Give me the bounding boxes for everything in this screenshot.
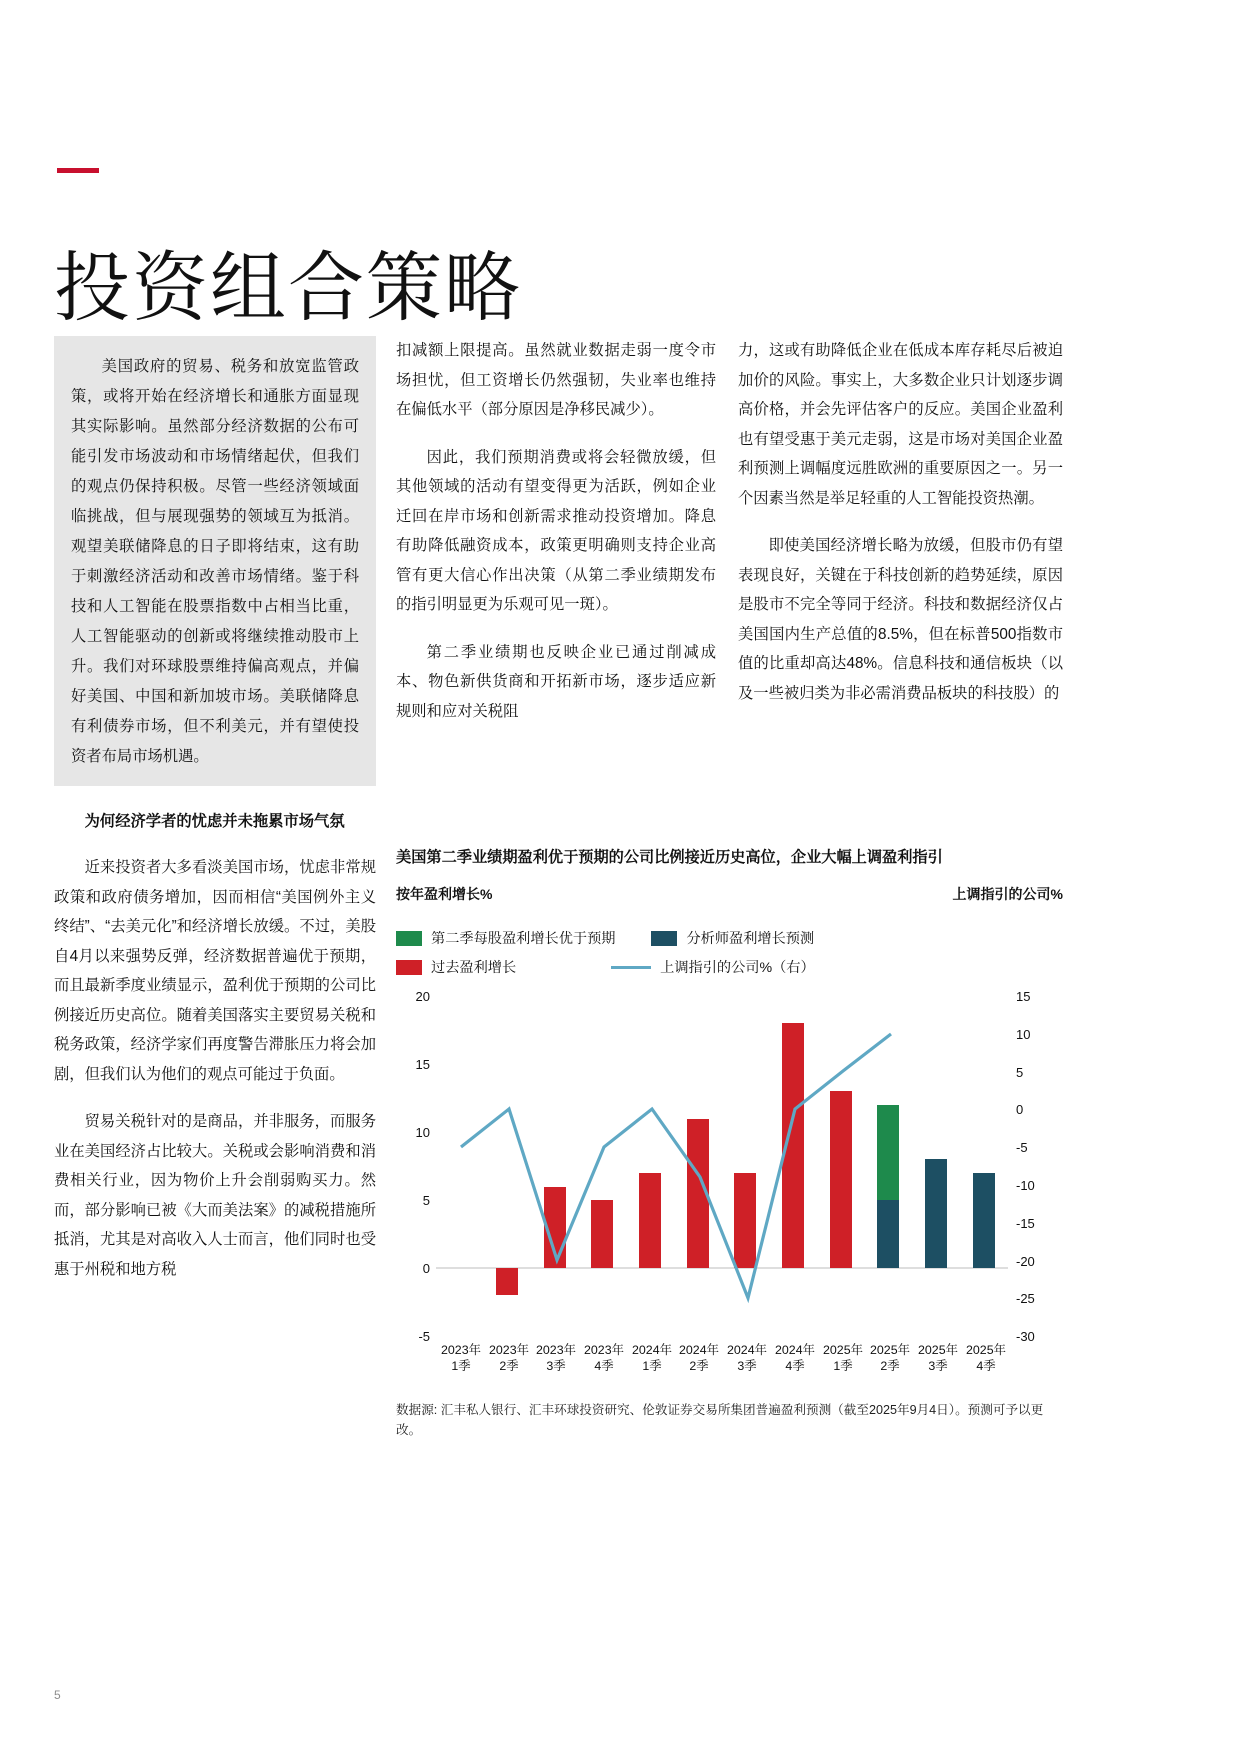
bar-2025q3 <box>925 1159 947 1268</box>
legend-item-0 <box>396 928 615 948</box>
chart-title: 美国第二季业绩期盈利优于预期的公司比例接近历史高位，企业大幅上调盈利指引 <box>396 849 943 866</box>
svg-text:20: 20 <box>415 989 430 1004</box>
legend-label-3: 上调指引的公司%（右） <box>660 960 815 976</box>
section-subheading: 为何经济学者的忧虑并未拖累市场气氛 <box>84 813 345 830</box>
legend-item-3 <box>611 957 815 977</box>
bar-2024q1 <box>639 1173 661 1268</box>
legend-swatch-darkblue <box>651 931 677 946</box>
bar-2025q1 <box>830 1091 852 1268</box>
text-column-1 <box>54 336 376 1302</box>
right-axis-caption: 上调指引的公司% <box>952 886 1063 902</box>
text-column-3 <box>738 336 1063 726</box>
legend-swatch-green <box>396 931 422 946</box>
svg-text:15: 15 <box>1016 989 1031 1004</box>
column2-paragraph-1: 扣减额上限提高。虽然就业数据走弱一度令市场担忧，但工资增长仍然强韧，失业率也维持在偏低水平（部分原因是净移民减少）。 <box>396 342 716 418</box>
column2-paragraph-3: 第二季业绩期也反映企业已通过削减成本、物色新供货商和开拓新市场，逐步适应新规则和应对关税阻 <box>396 643 716 720</box>
legend-swatch-red <box>396 960 422 975</box>
legend-label-1: 分析师盈利增长预测 <box>686 931 815 947</box>
svg-text:-10: -10 <box>1016 1178 1035 1193</box>
chart-legend <box>396 928 1063 977</box>
column3-paragraph-2: 即使美国经济增长略为放缓，但股市仍有望表现良好，关键在于科技创新的趋势延续，原因是股市不完全等同于经济。科技和数据经济仅占美国国内生产总值的8.5%，但在标普500指数市值的比重却高达48%。信息科技和通信板块（以及一些被归类为非必需消费品板块的科技股）的 <box>738 537 1063 702</box>
legend-label-0: 第二季每股盈利增长优于预期 <box>431 931 616 947</box>
svg-text:10: 10 <box>415 1125 430 1140</box>
chart-axis-captions <box>396 884 1063 904</box>
lead-callout-box <box>54 336 376 786</box>
legend-item-1 <box>651 928 814 948</box>
svg-text:-30: -30 <box>1016 1329 1035 1344</box>
bar-2023q4 <box>591 1200 613 1268</box>
bar-2025q2-beat <box>877 1105 899 1200</box>
column1-paragraph-1: 近来投资者大多看淡美国市场，忧虑非常规政策和政府债务增加，因而相信“美国例外主义终结”、“去美元化”和经济增长放缓。不过，美股自4月以来强势反弹，经济数据普遍优于预期，而且最新季度业绩显示，盈利优于预期的公司比例接近历史高位。随着美国落实主要贸易关税和税务政策，经济学家们再度警告滞胀压力将会加剧，但我们认为他们的观点可能过于负面。 <box>54 859 376 1083</box>
column2-paragraph-2: 因此，我们预期消费或将会轻微放缓，但其他领域的活动有望变得更为活跃，例如企业迁回在岸市场和创新需求推动投资增加。降息有助降低融资成本，政策更明确则支持企业高管有更大信心作出决策（从第二季业绩期发布的指引明显更为乐观可见一斑）。 <box>396 448 716 613</box>
svg-text:-25: -25 <box>1016 1291 1035 1306</box>
text-column-2 <box>396 336 716 744</box>
column1-paragraph-2: 贸易关税针对的是商品，并非服务，而服务业在美国经济占比较大。关税或会影响消费和消费相关行业，因为物价上升会削弱购买力。然而，部分影响已被《大而美法案》的减税措施所抵消，尤其是对高收入人士而言，他们同时也受惠于州税和地方税 <box>54 1113 376 1278</box>
left-axis-caption: 按年盈利增长% <box>396 886 493 902</box>
chart-canvas: 20 15 10 5 0 -5 15 10 5 0 -5 -10 -15 -20 -25 -30 2023年 1季 2023年 2季 2023年 3季 2023年 4季 2024年 1季 2024年 2季 2024年 3季 2024年 4季 2025年 1季 2025年 2季 2025年 3季 2025年 4季 <box>396 986 1063 1386</box>
red-accent-rule <box>57 168 99 173</box>
svg-text:-15: -15 <box>1016 1216 1035 1231</box>
page-number: 5 <box>54 1688 61 1702</box>
svg-text:0: 0 <box>422 1261 430 1276</box>
lead-paragraph: 美国政府的贸易、税务和放宽监管政策，或将开始在经济增长和通胀方面显现其实际影响。虽然部分经济数据的公布可能引发市场波动和市场情绪起伏，但我们的观点仍保持积极。尽管一些经济领域面临挑战，但与展现强势的领域互为抵消。观望美联储降息的日子即将结束，这有助于刺激经济活动和改善市场情绪。鉴于科技和人工智能在股票指数中占相当比重，人工智能驱动的创新或将继续推动股市上升。我们对环球股票维持偏高观点，并偏好美国、中国和新加坡市场。美联储降息有利债券市场，但不利美元，并有望使投资者布局市场机遇。 <box>71 358 359 765</box>
svg-text:5: 5 <box>422 1193 430 1208</box>
svg-text:-5: -5 <box>418 1329 430 1344</box>
svg-text:10: 10 <box>1016 1027 1031 1042</box>
legend-label-2: 过去盈利增长 <box>431 960 517 976</box>
bar-2023q2 <box>496 1268 518 1295</box>
svg-text:-5: -5 <box>1016 1140 1028 1155</box>
page-title: 投资组合策略 <box>54 245 522 331</box>
chart-svg <box>396 986 1063 1386</box>
svg-text:15: 15 <box>415 1057 430 1072</box>
legend-item-2 <box>396 957 516 977</box>
guidance-line <box>461 1034 891 1298</box>
column3-paragraph-1: 力，这或有助降低企业在低成本库存耗尽后被迫加价的风险。事实上，大多数企业只计划逐步调高价格，并会先评估客户的反应。美国企业盈利也有望受惠于美元走弱，这是市场对美国企业盈利预测上调幅度远胜欧洲的重要原因之一。另一个因素当然是举足轻重的人工智能投资热潮。 <box>738 342 1063 507</box>
chart-source-note: 数据源: 汇丰私人银行、汇丰环球投资研究、伦敦证券交易所集团普遍盈利预测（截至2025年9月4日）。预测可予以更改。 <box>396 1403 1044 1437</box>
svg-text:0: 0 <box>1016 1102 1024 1117</box>
svg-text:5: 5 <box>1016 1065 1024 1080</box>
legend-swatch-line <box>611 966 651 969</box>
svg-text:-20: -20 <box>1016 1254 1035 1269</box>
bar-2024q3 <box>734 1173 756 1268</box>
chart-block <box>396 845 1063 1440</box>
bar-2025q4 <box>973 1173 995 1268</box>
bar-2025q2-analyst <box>877 1200 899 1268</box>
